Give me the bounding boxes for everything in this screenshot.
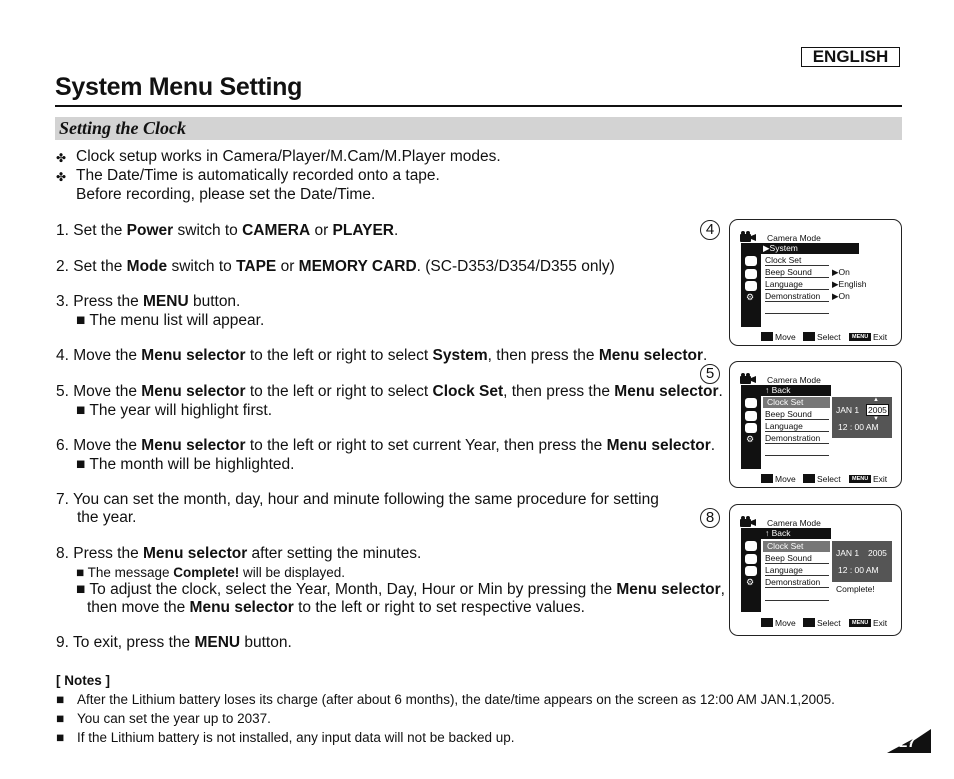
camera-icon [740, 514, 756, 525]
gear-icon: ⚙ [746, 434, 755, 444]
note-bullet: ■ [56, 730, 65, 745]
move-icon [761, 332, 773, 341]
menu-item: Demonstration [765, 433, 829, 444]
step-1: 1. Set the Power switch to CAMERA or PLAYER. [56, 222, 399, 239]
cross-bullet-icon: ✤ [56, 151, 67, 165]
footer-select: Select [817, 332, 841, 342]
move-icon [761, 474, 773, 483]
camera-mode-icon [745, 269, 757, 279]
notes-title: [ Notes ] [56, 673, 110, 688]
menu-button-icon: MENU [849, 333, 871, 341]
gear-icon: ⚙ [746, 577, 755, 587]
gear-icon: ⚙ [746, 292, 755, 302]
mode-header: Camera Mode [767, 375, 821, 385]
page-title: System Menu Setting [55, 73, 303, 101]
clock-year-selected: 2005 [868, 405, 887, 415]
step-6: 6. Move the Menu selector to the left or right to set current Year, then press the Menu selector. [56, 437, 716, 454]
menu-item-back: ↑ Back [761, 385, 831, 396]
clock-icon [745, 256, 757, 266]
intro-line: Before recording, please set the Date/Time. [76, 186, 376, 203]
move-icon [761, 618, 773, 627]
menu-item: Language [765, 421, 829, 432]
menu-item: Clock Set [765, 255, 829, 266]
clock-date: JAN 1 [836, 405, 860, 415]
step-7: 7. You can set the month, day, hour and minute following the same procedure for setting [56, 491, 659, 508]
footer-exit: Exit [873, 474, 888, 484]
page-number-badge [887, 729, 931, 753]
step-8: 8. Press the Menu selector after setting the minutes. [56, 545, 422, 562]
menu-item: Beep Sound [765, 409, 829, 420]
footer-select: Select [817, 474, 841, 484]
tape-icon [745, 566, 757, 576]
screen-number-badge: 4 [700, 220, 720, 240]
down-arrow-icon: ▼ [873, 416, 879, 422]
intro-line: Clock setup works in Camera/Player/M.Cam/M.Player modes. [76, 148, 501, 165]
menu-item: Beep Sound [765, 267, 829, 278]
footer-move: Move [775, 474, 796, 484]
menu-item: Beep Sound [765, 553, 829, 564]
screen-number-badge: 5 [700, 364, 720, 384]
step-5-sub: ■ The year will highlight first. [76, 402, 273, 419]
empty-menu-row [765, 313, 829, 314]
camera-icon [740, 371, 756, 382]
up-arrow-icon: ▲ [873, 397, 879, 403]
complete-message: Complete! [836, 584, 875, 594]
step-8-sub-cont: then move the Menu selector to the left or right to set respective values. [87, 599, 585, 616]
clock-icon [745, 398, 757, 408]
camera-mode-icon [745, 411, 757, 421]
menu-item-clock-set: Clock Set [763, 397, 830, 408]
screen-8 [729, 504, 902, 636]
note-item: You can set the year up to 2037. [77, 711, 271, 726]
camera-mode-icon [745, 554, 757, 564]
screen-number-badge: 8 [700, 508, 720, 528]
menu-value: ▶On [832, 267, 850, 277]
camera-icon [740, 229, 756, 240]
select-icon [803, 474, 815, 483]
step-8-sub: ■ To adjust the clock, select the Year, Month, Day, Hour or Min by pressing the Menu selector, [76, 581, 725, 598]
tape-icon [745, 423, 757, 433]
step-9: 9. To exit, press the MENU button. [56, 634, 292, 651]
menu-button-icon: MENU [849, 475, 871, 483]
footer-exit: Exit [873, 618, 888, 628]
menu-item: Demonstration [765, 291, 829, 302]
menu-value: ▶English [832, 279, 867, 289]
clock-time: 12 : 00 AM [838, 565, 879, 575]
footer-select: Select [817, 618, 841, 628]
select-icon [803, 332, 815, 341]
step-2: 2. Set the Mode switch to TAPE or MEMORY CARD. (SC-D353/D354/D355 only) [56, 258, 615, 275]
menu-item-back: ↑ Back [761, 528, 831, 539]
step-6-sub: ■ The month will be highlighted. [76, 456, 295, 473]
screen-4 [729, 219, 902, 346]
clock-year: 2005 [868, 548, 887, 558]
clock-date: JAN 1 [836, 548, 860, 558]
footer-move: Move [775, 332, 796, 342]
section-title: Setting the Clock [59, 118, 187, 138]
language-label: ENGLISH [801, 47, 900, 67]
step-8-sub: ■ The message Complete! will be displayed. [76, 565, 346, 580]
menu-item: Language [765, 279, 829, 290]
note-bullet: ■ [56, 711, 65, 726]
cross-bullet-icon: ✤ [56, 170, 67, 184]
step-5: 5. Move the Menu selector to the left or right to select Clock Set, then press the Menu selector. [56, 383, 723, 400]
footer-move: Move [775, 618, 796, 628]
step-3: 3. Press the MENU button. [56, 293, 241, 310]
menu-button-icon: MENU [849, 619, 871, 627]
step-3-sub: ■ The menu list will appear. [76, 312, 265, 329]
screen-5 [729, 361, 902, 488]
step-4: 4. Move the Menu selector to the left or right to select System, then press the Menu selector. [56, 347, 708, 364]
mode-header: Camera Mode [767, 233, 821, 243]
menu-item-clock-set: Clock Set [763, 541, 830, 552]
footer-exit: Exit [873, 332, 888, 342]
page-number: 27 [899, 734, 916, 751]
clock-icon [745, 541, 757, 551]
empty-menu-row [765, 600, 829, 601]
menu-item: Demonstration [765, 577, 829, 588]
intro-line: The Date/Time is automatically recorded onto a tape. [76, 167, 440, 184]
note-item: If the Lithium battery is not installed, any input data will not be backed up. [77, 730, 515, 745]
note-item: After the Lithium battery loses its charge (after about 6 months), the date/time appears on the screen as 12:00 AM JAN.1,2005. [77, 692, 835, 707]
menu-item-system: ▶System [761, 243, 859, 254]
menu-item: Language [765, 565, 829, 576]
tape-icon [745, 281, 757, 291]
title-divider [55, 105, 902, 107]
menu-value: ▶On [832, 291, 850, 301]
step-7-cont: the year. [77, 509, 137, 526]
empty-menu-row [765, 455, 829, 456]
mode-header: Camera Mode [767, 518, 821, 528]
note-bullet: ■ [56, 692, 65, 707]
clock-time: 12 : 00 AM [838, 422, 879, 432]
select-icon [803, 618, 815, 627]
